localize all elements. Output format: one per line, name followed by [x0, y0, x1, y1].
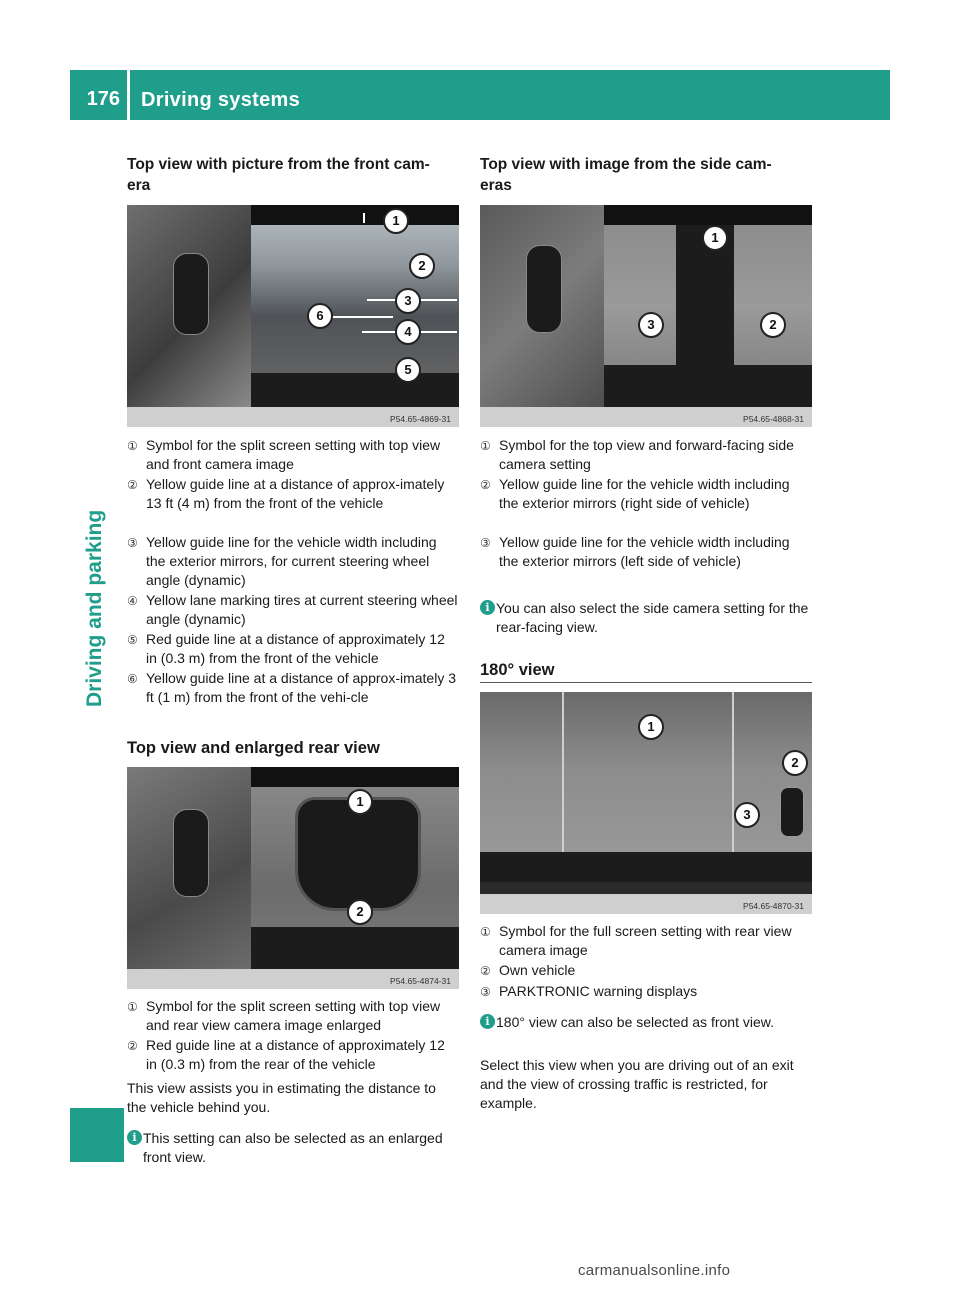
guide-line-6	[323, 316, 393, 318]
info-note: i 180° view can also be selected as front view.	[480, 1013, 812, 1032]
info-icon: i	[127, 1130, 142, 1145]
side-tab-label: Driving and parking	[83, 509, 106, 707]
list-item: ⑤ Red guide line at a distance of approximately 12 in (0.3 m) from the front of the vehicle	[127, 631, 445, 666]
list-item: ① Symbol for the top view and forward-facing side camera setting	[480, 437, 794, 472]
section-rule	[480, 682, 812, 683]
list-item: ① Symbol for the split screen setting with top view and rear view camera image enlarged	[127, 998, 441, 1033]
figure-front-camera	[127, 205, 459, 427]
heading-front-camera: Top view with picture from the front cam- era	[127, 156, 430, 194]
callout-3: 3	[395, 288, 421, 314]
callout-5: 5	[395, 357, 421, 383]
info-icon: i	[480, 600, 495, 615]
list-item: ① Symbol for the full screen setting with rear view camera image	[480, 923, 792, 958]
section-title: Driving systems	[141, 89, 301, 111]
vehicle-top-view	[173, 253, 209, 335]
callout-2: 2	[409, 253, 435, 279]
figure-reference: P54.65-4874-31	[390, 976, 451, 986]
list-item: ③ PARKTRONIC warning displays	[480, 983, 698, 999]
callout-1: 1	[702, 225, 728, 251]
list-item: ② Yellow guide line for the vehicle width including the exterior mirrors (right side of vehicle)	[480, 476, 790, 511]
callout-4: 4	[395, 319, 421, 345]
paragraph: This view assists you in estimating the distance to the vehicle behind you.	[127, 1080, 436, 1115]
split-line	[732, 692, 734, 852]
list-item: ② Yellow guide line at a distance of approx-imately 13 ft (4 m) from the front of the vehicle	[127, 476, 445, 511]
camera-bottom-bar	[251, 927, 459, 969]
figure-180-view	[480, 692, 812, 914]
figure-rear-view	[127, 767, 459, 989]
list-item: ③ Yellow guide line for the vehicle width including the exterior mirrors (left side of vehicle)	[480, 534, 790, 569]
own-vehicle	[780, 787, 804, 837]
side-tab-marker	[70, 1108, 124, 1162]
callout-2: 2	[760, 312, 786, 338]
info-note: i This setting can also be selected as an enlarged front view.	[127, 1129, 459, 1167]
camera-toolbar	[251, 205, 459, 225]
camera-toolbar	[604, 205, 812, 225]
camera-bottom-bar	[604, 365, 812, 407]
heading-side-cameras: Top view with image from the side cam- eras	[480, 156, 772, 194]
vehicle-top-view	[526, 245, 562, 333]
callout-3: 3	[638, 312, 664, 338]
list-item: ⑥ Yellow guide line at a distance of approx-imately 3 ft (1 m) from the front of the vehi-cle	[127, 670, 457, 705]
watermark: carmanualsonline.info	[578, 1262, 731, 1279]
paragraph: Select this view when you are driving out of an exit and the view of crossing traffic is restricted, for example.	[480, 1057, 794, 1111]
list-item: ② Own vehicle	[480, 962, 576, 978]
figure-reference: P54.65-4870-31	[743, 901, 804, 911]
info-note: i You can also select the side camera setting for the rear-facing view.	[480, 599, 812, 637]
heading-180-view: 180° view	[480, 661, 555, 679]
header-divider	[127, 70, 130, 120]
list-item: ① Symbol for the split screen setting with top view and front camera image	[127, 437, 441, 472]
figure-reference: P54.65-4869-31	[390, 414, 451, 424]
camera-toolbar	[251, 767, 459, 787]
info-icon: i	[480, 1014, 495, 1029]
callout-1: 1	[383, 208, 409, 234]
vehicle-top-view	[173, 809, 209, 897]
camera-bottom-bar	[480, 852, 812, 882]
callout-1: 1	[638, 714, 664, 740]
callout-2: 2	[782, 750, 808, 776]
figure-side-cameras	[480, 205, 812, 427]
callout-1: 1	[347, 789, 373, 815]
callout-3: 3	[734, 802, 760, 828]
figure-reference: P54.65-4868-31	[743, 414, 804, 424]
list-item: ④ Yellow lane marking tires at current steering wheel angle (dynamic)	[127, 592, 458, 627]
list-item: ③ Yellow guide line for the vehicle width including the exterior mirrors, for current steering wheel angle (dynamic)	[127, 534, 437, 588]
heading-enlarged-rear-view: Top view and enlarged rear view	[127, 739, 380, 757]
split-line	[562, 692, 564, 852]
page-number: 176	[86, 88, 120, 110]
callout-2: 2	[347, 899, 373, 925]
callout-6: 6	[307, 303, 333, 329]
callout-leader	[363, 213, 365, 223]
list-item: ② Red guide line at a distance of approximately 12 in (0.3 m) from the rear of the vehicle	[127, 1037, 445, 1072]
camera-bottom-bar	[251, 373, 459, 407]
